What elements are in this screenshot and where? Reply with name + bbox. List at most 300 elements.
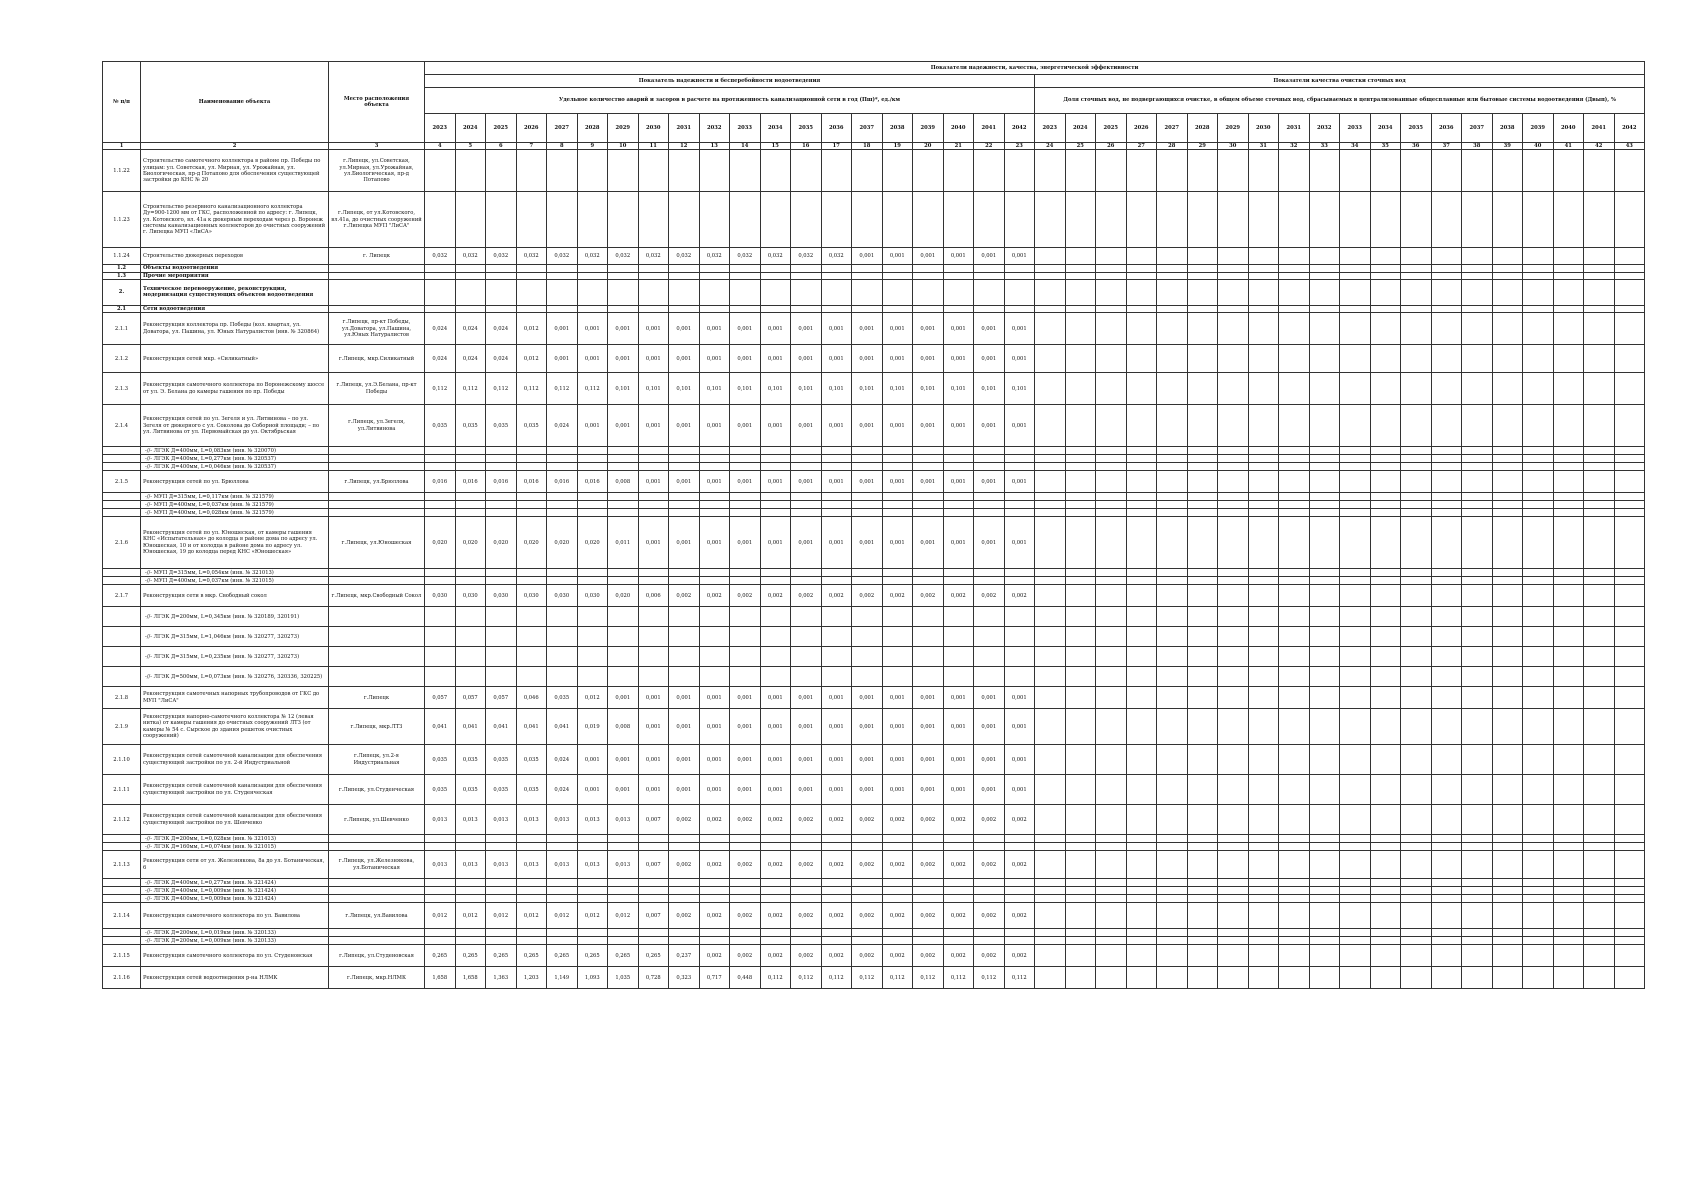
empty-cell <box>1157 373 1188 405</box>
empty-cell <box>1187 192 1218 248</box>
empty-cell <box>1340 647 1371 667</box>
row-number <box>103 463 141 471</box>
empty-cell <box>455 569 486 577</box>
empty-cell <box>1462 455 1493 463</box>
empty-cell <box>1523 667 1554 687</box>
empty-cell <box>1096 895 1127 903</box>
empty-cell <box>1157 687 1188 709</box>
empty-cell <box>608 447 639 455</box>
empty-cell <box>1218 945 1249 967</box>
empty-cell <box>1553 607 1584 627</box>
empty-cell <box>1279 775 1310 805</box>
empty-cell <box>638 493 669 501</box>
empty-cell <box>1065 967 1096 989</box>
object-location: г.Липецк, ул.Э.Белана, пр-кт Победы <box>329 373 425 405</box>
accident-rate-value: 0,002 <box>852 805 883 835</box>
empty-cell <box>1279 929 1310 937</box>
empty-cell <box>882 493 913 501</box>
empty-cell <box>1401 775 1432 805</box>
accident-rate-value: 0,001 <box>791 313 822 345</box>
empty-cell <box>1126 279 1157 305</box>
empty-cell <box>852 265 883 272</box>
empty-cell <box>1584 775 1615 805</box>
empty-cell <box>699 627 730 647</box>
empty-cell <box>1248 272 1279 279</box>
empty-cell <box>1096 577 1127 585</box>
accident-rate-value: 0,001 <box>699 687 730 709</box>
empty-cell <box>1553 745 1584 775</box>
year-header: 2023 <box>425 114 456 143</box>
empty-cell <box>882 843 913 851</box>
empty-cell <box>852 879 883 887</box>
object-name: Реконструкция сетей по ул. Юношеская, от камеры гашения КНС «Испытательная» до колодца в районе дома по адресу ул. Юношеская, 10 и от колодца в районе дома по адресу ул. Юношеская, 19 до колодца перед КНС «Юношеская» <box>141 517 329 569</box>
empty-cell <box>730 265 761 272</box>
accident-rate-value: 0,002 <box>760 851 791 879</box>
empty-cell <box>791 835 822 843</box>
accident-rate-value: 0,002 <box>699 945 730 967</box>
empty-cell <box>821 493 852 501</box>
empty-cell <box>1309 945 1340 967</box>
empty-cell <box>699 447 730 455</box>
accident-rate-value: 0,001 <box>913 517 944 569</box>
empty-cell <box>1218 517 1249 569</box>
empty-cell <box>1431 305 1462 312</box>
empty-cell <box>1096 709 1127 745</box>
empty-cell <box>1218 929 1249 937</box>
empty-cell <box>1157 895 1188 903</box>
empty-cell <box>1431 405 1462 447</box>
empty-cell <box>1340 373 1371 405</box>
empty-cell <box>1065 805 1096 835</box>
empty-cell <box>1584 248 1615 265</box>
empty-cell <box>1401 967 1432 989</box>
empty-cell <box>943 667 974 687</box>
empty-cell <box>1492 627 1523 647</box>
empty-cell <box>425 895 456 903</box>
empty-cell <box>1157 471 1188 493</box>
empty-cell <box>425 265 456 272</box>
empty-cell <box>1126 879 1157 887</box>
empty-cell <box>1492 192 1523 248</box>
accident-rate-value: 0,002 <box>730 945 761 967</box>
object-name: Реконструкция сети в мкр. Свободный сокол <box>141 585 329 607</box>
empty-cell <box>1187 455 1218 463</box>
empty-cell <box>1126 313 1157 345</box>
year-header: 2035 <box>791 114 822 143</box>
accident-rate-value: 0,001 <box>699 745 730 775</box>
empty-cell <box>1279 345 1310 373</box>
accident-rate-value: 0,035 <box>455 405 486 447</box>
empty-cell <box>1492 851 1523 879</box>
empty-cell <box>1004 501 1035 509</box>
empty-cell <box>455 447 486 455</box>
empty-cell <box>547 509 578 517</box>
year-header: 2040 <box>943 114 974 143</box>
empty-cell <box>1553 627 1584 647</box>
empty-cell <box>760 929 791 937</box>
empty-cell <box>882 895 913 903</box>
year-header: 2031 <box>1279 114 1310 143</box>
empty-cell <box>1126 577 1157 585</box>
empty-cell <box>730 887 761 895</box>
table-row <box>103 455 1645 463</box>
row-number <box>103 627 141 647</box>
accident-rate-value: 0,001 <box>821 471 852 493</box>
empty-cell <box>1157 509 1188 517</box>
empty-cell <box>1431 501 1462 509</box>
empty-cell <box>486 879 517 887</box>
empty-cell <box>1126 192 1157 248</box>
empty-cell <box>1126 937 1157 945</box>
empty-cell <box>1218 627 1249 647</box>
empty-cell <box>486 929 517 937</box>
empty-cell <box>791 501 822 509</box>
empty-cell <box>1065 879 1096 887</box>
empty-cell <box>913 607 944 627</box>
empty-cell <box>425 879 456 887</box>
empty-cell <box>1614 585 1645 607</box>
empty-cell <box>882 879 913 887</box>
empty-cell <box>1035 405 1066 447</box>
year-header: 2034 <box>1370 114 1401 143</box>
accident-rate-value: 0,002 <box>852 903 883 929</box>
empty-cell <box>1340 835 1371 843</box>
accident-rate-value: 0,001 <box>760 775 791 805</box>
accident-rate-value: 0,001 <box>791 775 822 805</box>
empty-cell <box>1096 835 1127 843</box>
empty-cell <box>516 607 547 627</box>
empty-cell <box>1462 627 1493 647</box>
empty-cell <box>1370 493 1401 501</box>
accident-rate-value: 0,016 <box>577 471 608 493</box>
empty-cell <box>1096 463 1127 471</box>
empty-cell <box>882 937 913 945</box>
accident-rate-value: 0,002 <box>821 585 852 607</box>
empty-cell <box>577 835 608 843</box>
empty-cell <box>1248 493 1279 501</box>
header-location: Место расположения объекта <box>329 62 425 143</box>
empty-cell <box>913 835 944 843</box>
empty-cell <box>1218 455 1249 463</box>
accident-rate-value: 1,149 <box>547 967 578 989</box>
empty-cell <box>852 509 883 517</box>
empty-cell <box>1004 879 1035 887</box>
empty-cell <box>913 265 944 272</box>
accident-rate-value: 0,001 <box>699 405 730 447</box>
column-number: 35 <box>1370 143 1401 150</box>
empty-cell <box>974 929 1005 937</box>
empty-cell <box>1523 937 1554 945</box>
empty-cell <box>1096 967 1127 989</box>
empty-cell <box>882 607 913 627</box>
accident-rate-value: 0,006 <box>638 585 669 607</box>
empty-cell <box>1279 455 1310 463</box>
empty-cell <box>1553 279 1584 305</box>
empty-cell <box>1187 305 1218 312</box>
empty-cell <box>791 647 822 667</box>
accident-rate-value: 0,001 <box>852 709 883 745</box>
object-name: Реконструкция сетей по ул. Зегеля и ул. Литвинова – по ул. Зегеля от дюкерного с ул. Соколова до Соборной площади; – по ул. Литвинова от ул. Первомайская до ул. Октябрьская <box>141 405 329 447</box>
empty-cell <box>1340 279 1371 305</box>
table-row <box>103 192 1645 248</box>
empty-cell <box>730 577 761 585</box>
empty-cell <box>1462 305 1493 312</box>
accident-rate-value: 0,001 <box>913 745 944 775</box>
row-number <box>103 835 141 843</box>
empty-cell <box>1004 509 1035 517</box>
empty-cell <box>425 447 456 455</box>
empty-cell <box>1096 455 1127 463</box>
year-header: 2038 <box>1492 114 1523 143</box>
empty-cell <box>1035 745 1066 775</box>
accident-rate-value: 0,001 <box>699 313 730 345</box>
empty-cell <box>760 667 791 687</box>
header-group-quality: Показатели качества очистки сточных вод <box>1035 75 1645 88</box>
empty-cell <box>1401 851 1432 879</box>
empty-cell <box>1492 805 1523 835</box>
empty-cell <box>1370 471 1401 493</box>
empty-cell <box>1492 585 1523 607</box>
accident-rate-value: 0,001 <box>638 471 669 493</box>
empty-cell <box>1309 501 1340 509</box>
empty-cell <box>913 272 944 279</box>
empty-cell <box>1492 569 1523 577</box>
empty-cell <box>1370 517 1401 569</box>
empty-cell <box>577 627 608 647</box>
empty-cell <box>943 265 974 272</box>
empty-cell <box>882 501 913 509</box>
empty-cell <box>1492 279 1523 305</box>
empty-cell <box>1553 192 1584 248</box>
empty-cell <box>1126 709 1157 745</box>
empty-cell <box>608 577 639 585</box>
table-row <box>103 501 1645 509</box>
accident-rate-value: 0,001 <box>760 745 791 775</box>
empty-cell <box>1096 585 1127 607</box>
empty-cell <box>821 509 852 517</box>
empty-cell <box>1157 501 1188 509</box>
empty-cell <box>1523 945 1554 967</box>
empty-cell <box>1187 493 1218 501</box>
empty-cell <box>1431 937 1462 945</box>
empty-cell <box>791 577 822 585</box>
column-number: 22 <box>974 143 1005 150</box>
empty-cell <box>1462 903 1493 929</box>
empty-cell <box>1584 647 1615 667</box>
empty-cell <box>1401 903 1432 929</box>
empty-cell <box>1065 373 1096 405</box>
empty-cell <box>730 667 761 687</box>
empty-cell <box>1431 463 1462 471</box>
accident-rate-value: 0,001 <box>760 471 791 493</box>
empty-cell <box>486 937 517 945</box>
empty-cell <box>1187 627 1218 647</box>
empty-cell <box>1462 577 1493 585</box>
empty-cell <box>516 509 547 517</box>
accident-rate-value: 0,001 <box>943 405 974 447</box>
empty-cell <box>1523 447 1554 455</box>
empty-cell <box>791 887 822 895</box>
empty-cell <box>638 929 669 937</box>
accident-rate-value: 0,001 <box>669 313 700 345</box>
empty-cell <box>1553 569 1584 577</box>
empty-cell <box>1004 647 1035 667</box>
year-header: 2034 <box>760 114 791 143</box>
table-row <box>103 687 1645 709</box>
empty-cell <box>1248 709 1279 745</box>
empty-cell <box>699 192 730 248</box>
empty-cell <box>1614 373 1645 405</box>
empty-cell <box>1248 373 1279 405</box>
column-number: 27 <box>1126 143 1157 150</box>
object-location: г.Липецк, ул.Зегеля, ул.Литвинова <box>329 405 425 447</box>
empty-cell <box>1065 509 1096 517</box>
empty-cell <box>1035 373 1066 405</box>
empty-cell <box>1096 345 1127 373</box>
empty-cell <box>547 843 578 851</box>
row-number <box>103 937 141 945</box>
table-row <box>103 805 1645 835</box>
empty-cell <box>547 493 578 501</box>
empty-cell <box>1309 879 1340 887</box>
empty-cell <box>1584 843 1615 851</box>
empty-cell <box>1065 447 1096 455</box>
empty-cell <box>1248 887 1279 895</box>
empty-cell <box>1462 493 1493 501</box>
accident-rate-value: 0,101 <box>821 373 852 405</box>
accident-rate-value: 0,002 <box>943 851 974 879</box>
empty-cell <box>821 627 852 647</box>
empty-cell <box>1340 455 1371 463</box>
empty-cell <box>699 279 730 305</box>
accident-rate-value: 0,002 <box>943 903 974 929</box>
table-row <box>103 509 1645 517</box>
empty-cell <box>1462 272 1493 279</box>
empty-cell <box>943 272 974 279</box>
empty-cell <box>1187 607 1218 627</box>
empty-cell <box>1035 667 1066 687</box>
accident-rate-value: 0,112 <box>943 967 974 989</box>
empty-cell <box>1096 851 1127 879</box>
empty-cell <box>1248 305 1279 312</box>
accident-rate-value: 0,020 <box>516 517 547 569</box>
empty-cell <box>1523 471 1554 493</box>
accident-rate-value: 0,002 <box>821 851 852 879</box>
empty-cell <box>1401 471 1432 493</box>
empty-cell <box>1309 775 1340 805</box>
empty-cell <box>1370 272 1401 279</box>
empty-cell <box>1157 455 1188 463</box>
accident-rate-value: 0,001 <box>943 313 974 345</box>
empty-cell <box>1065 265 1096 272</box>
empty-cell <box>547 937 578 945</box>
empty-cell <box>943 887 974 895</box>
table-row <box>103 967 1645 989</box>
empty-cell <box>1126 929 1157 937</box>
empty-cell <box>516 192 547 248</box>
accident-rate-value: 0,012 <box>516 345 547 373</box>
empty-cell <box>1157 967 1188 989</box>
empty-cell <box>852 192 883 248</box>
empty-cell <box>1248 455 1279 463</box>
empty-cell <box>1584 607 1615 627</box>
empty-cell <box>1614 945 1645 967</box>
empty-cell <box>1035 843 1066 851</box>
empty-cell <box>1462 192 1493 248</box>
empty-cell <box>516 647 547 667</box>
accident-rate-value: 0,032 <box>455 248 486 265</box>
accident-rate-value: 0,001 <box>852 517 883 569</box>
accident-rate-value: 0,001 <box>699 775 730 805</box>
header-group-reliability: Показатель надежности и бесперебойности водоотведения <box>425 75 1035 88</box>
empty-cell <box>486 463 517 471</box>
empty-cell <box>1401 843 1432 851</box>
accident-rate-value: 0,032 <box>425 248 456 265</box>
empty-cell <box>1065 851 1096 879</box>
accident-rate-value: 0,035 <box>455 745 486 775</box>
empty-cell <box>974 879 1005 887</box>
empty-cell <box>608 667 639 687</box>
empty-cell <box>1523 248 1554 265</box>
empty-cell <box>1462 265 1493 272</box>
accident-rate-value: 0,002 <box>913 945 944 967</box>
empty-cell <box>1553 501 1584 509</box>
empty-cell <box>1492 517 1523 569</box>
accident-rate-value: 0,002 <box>974 945 1005 967</box>
empty-cell <box>1279 373 1310 405</box>
empty-cell <box>1370 687 1401 709</box>
empty-cell <box>608 272 639 279</box>
empty-cell <box>1157 945 1188 967</box>
empty-cell <box>821 895 852 903</box>
empty-cell <box>516 463 547 471</box>
empty-cell <box>852 887 883 895</box>
empty-cell <box>516 627 547 647</box>
empty-cell <box>1614 509 1645 517</box>
empty-cell <box>1096 903 1127 929</box>
empty-cell <box>974 265 1005 272</box>
empty-cell <box>1401 929 1432 937</box>
empty-cell <box>638 279 669 305</box>
table-row <box>103 517 1645 569</box>
empty-cell <box>821 667 852 687</box>
empty-cell <box>455 501 486 509</box>
row-number: 2.1.4 <box>103 405 141 447</box>
accident-rate-value: 0,002 <box>913 805 944 835</box>
empty-cell <box>1248 879 1279 887</box>
empty-cell <box>1126 447 1157 455</box>
empty-cell <box>1279 937 1310 945</box>
empty-cell <box>455 150 486 192</box>
empty-cell <box>943 929 974 937</box>
accident-rate-value: 0,013 <box>455 805 486 835</box>
empty-cell <box>1340 903 1371 929</box>
accident-rate-value: 0,001 <box>669 517 700 569</box>
empty-cell <box>943 647 974 667</box>
empty-cell <box>1584 265 1615 272</box>
empty-cell <box>1614 150 1645 192</box>
object-location: г.Липецк, ул.Шевченко <box>329 805 425 835</box>
empty-cell <box>1187 577 1218 585</box>
empty-cell <box>1248 627 1279 647</box>
empty-cell <box>1401 667 1432 687</box>
accident-rate-value: 0,020 <box>425 517 456 569</box>
accident-rate-value: 0,001 <box>882 405 913 447</box>
accident-rate-value: 0,024 <box>455 345 486 373</box>
accident-rate-value: 0,007 <box>638 903 669 929</box>
empty-cell <box>974 895 1005 903</box>
empty-cell <box>455 577 486 585</box>
